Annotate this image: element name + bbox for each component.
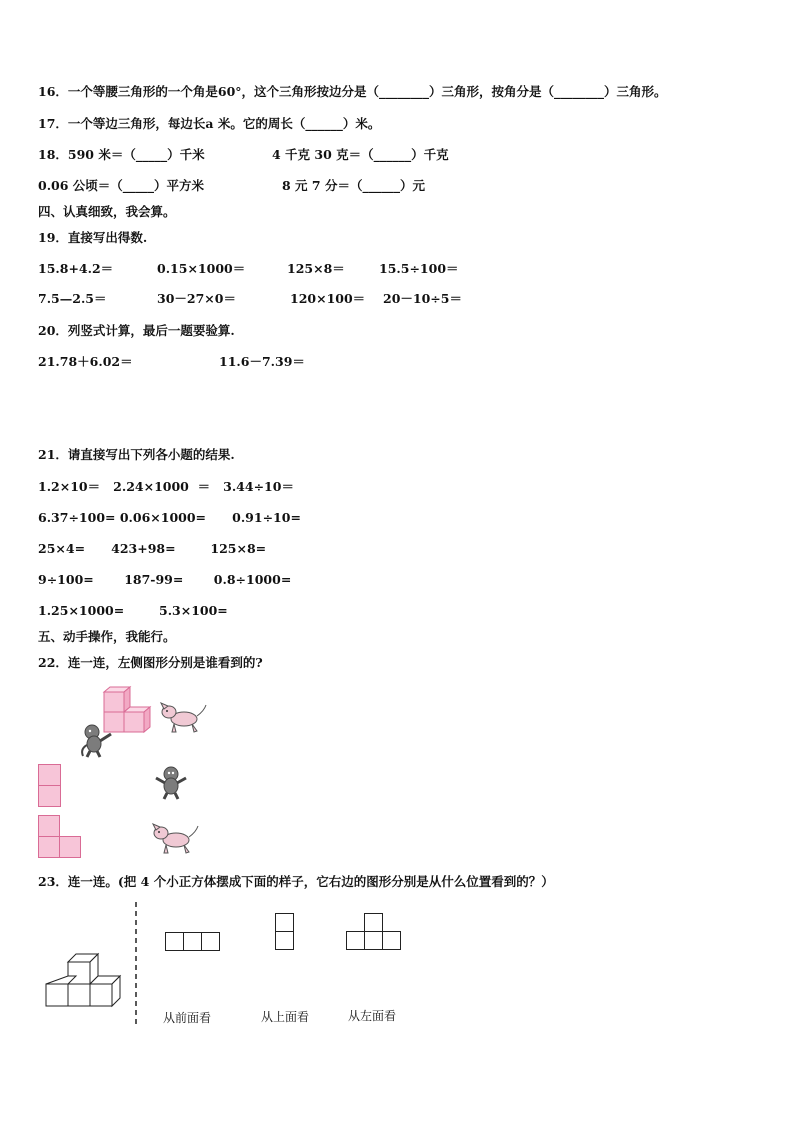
q19-item: 30－27×0＝ <box>157 291 236 306</box>
q19-item: 120×100＝ <box>290 291 366 306</box>
q19-item: 20－10÷5＝ <box>383 291 462 306</box>
view-t-shape <box>346 913 402 951</box>
label-front-view: 从前面看 <box>163 1011 212 1025</box>
dashed-divider <box>134 902 138 1024</box>
question-18-a: 18．590 米＝（_____）千米 <box>38 147 205 162</box>
four-cube-figure <box>46 948 128 1010</box>
view-three-horizontal <box>165 932 221 952</box>
section-5-heading: 五、动手操作，我能行。 <box>38 629 176 644</box>
q21-row: 1.25×1000= 5.3×100= <box>38 603 228 618</box>
view-shape-vertical <box>38 764 62 808</box>
question-17: 17．一个等边三角形，每边长a 米。它的周长（______）米。 <box>38 116 381 131</box>
view-two-vertical <box>275 913 295 951</box>
question-21-title: 21．请直接写出下列各小题的结果. <box>38 447 235 462</box>
q20-item: 11.6－7.39＝ <box>219 354 305 369</box>
q19-item: 7.5—2.5＝ <box>38 291 107 306</box>
dog-icon <box>160 701 208 735</box>
label-top-view: 从上面看 <box>261 1010 310 1024</box>
dog-icon <box>152 822 200 856</box>
q20-item: 21.78＋6.02＝ <box>38 354 133 369</box>
q21-row: 1.2×10＝ 2.24×1000 ＝ 3.44÷10＝ <box>38 479 294 494</box>
question-19-title: 19．直接写出得数. <box>38 230 148 245</box>
monkey-icon <box>153 765 189 801</box>
section-4-heading: 四、认真细致，我会算。 <box>38 204 176 219</box>
q19-item: 125×8＝ <box>287 261 345 276</box>
q21-row: 9÷100= 187-99= 0.8÷1000= <box>38 572 292 587</box>
question-22-title: 22．连一连，左侧图形分别是谁看到的? <box>38 655 263 670</box>
monkey-icon <box>78 723 114 759</box>
question-18-c: 0.06 公顷＝（_____）平方米 <box>38 178 205 193</box>
q19-item: 0.15×1000＝ <box>157 261 246 276</box>
q19-item: 15.8+4.2＝ <box>38 261 114 276</box>
q21-row: 25×4= 423+98= 125×8= <box>38 541 267 556</box>
question-16: 16．一个等腰三角形的一个角是60°，这个三角形按边分是（________）三角形，按角分是（________）三角形。 <box>38 84 667 99</box>
q21-row: 6.37÷100= 0.06×1000= 0.91÷10= <box>38 510 301 525</box>
question-18-d: 8 元 7 分＝（______）元 <box>282 178 425 193</box>
q19-item: 15.5÷100＝ <box>379 261 459 276</box>
question-20-title: 20．列竖式计算，最后一题要验算. <box>38 323 235 338</box>
view-shape-l <box>38 815 84 859</box>
label-left-view: 从左面看 <box>348 1009 397 1023</box>
question-18-b: 4 千克 30 克＝（______）千克 <box>272 147 449 162</box>
question-23-title: 23．连一连。(把 4 个小正方体摆成下面的样子，它右边的图形分别是从什么位置看到的？） <box>38 874 554 889</box>
